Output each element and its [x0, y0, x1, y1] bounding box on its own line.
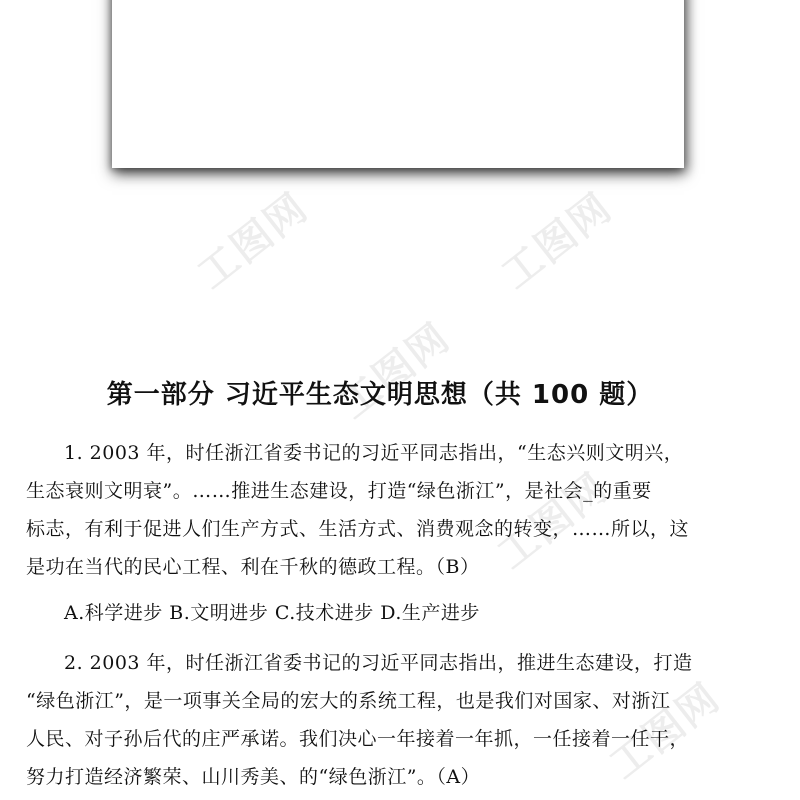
question-1-options: [26, 594, 766, 632]
question-line: 2. 2003 年，时任浙江省委书记的习近平同志指出，推进生态建设，打造: [64, 652, 693, 674]
watermark: 工图网: [189, 184, 317, 299]
question-line: 努力打造经济繁荣、山川秀美、的“绿色浙江”。（A）: [26, 766, 481, 788]
watermark: 工图网: [489, 464, 617, 579]
watermark: 工图网: [331, 314, 459, 429]
question-2: [26, 644, 766, 796]
question-line: 人民、对子孙后代的庄严承诺。我们决心一年接着一年抓，一任接着一任干，: [26, 728, 690, 750]
question-line: 1. 2003 年，时任浙江省委书记的习近平同志指出，“生态兴则文明兴，: [64, 442, 684, 464]
question-line: 是功在当代的民心工程、利在千秋的德政工程。（B）: [26, 556, 480, 578]
watermark: 工图网: [493, 184, 621, 299]
question-1: [26, 434, 766, 586]
question-line: “绿色浙江”，是一项事关全局的宏大的系统工程，也是我们对国家、对浙江: [26, 690, 671, 712]
options-line: A.科学进步 B.文明进步 C.技术进步 D.生产进步: [64, 602, 480, 624]
page-preview-card: [112, 0, 684, 168]
section-title: 第一部分 习近平生态文明思想（共 100 题）: [106, 380, 654, 410]
question-line: 标志，有利于促进人们生产方式、生活方式、消费观念的转变，……所以，这: [26, 518, 690, 540]
question-line: 生态衰则文明衰”。……推进生态建设，打造“绿色浙江”，是社会_的重要: [26, 480, 652, 502]
watermark: 工图网: [601, 674, 729, 789]
